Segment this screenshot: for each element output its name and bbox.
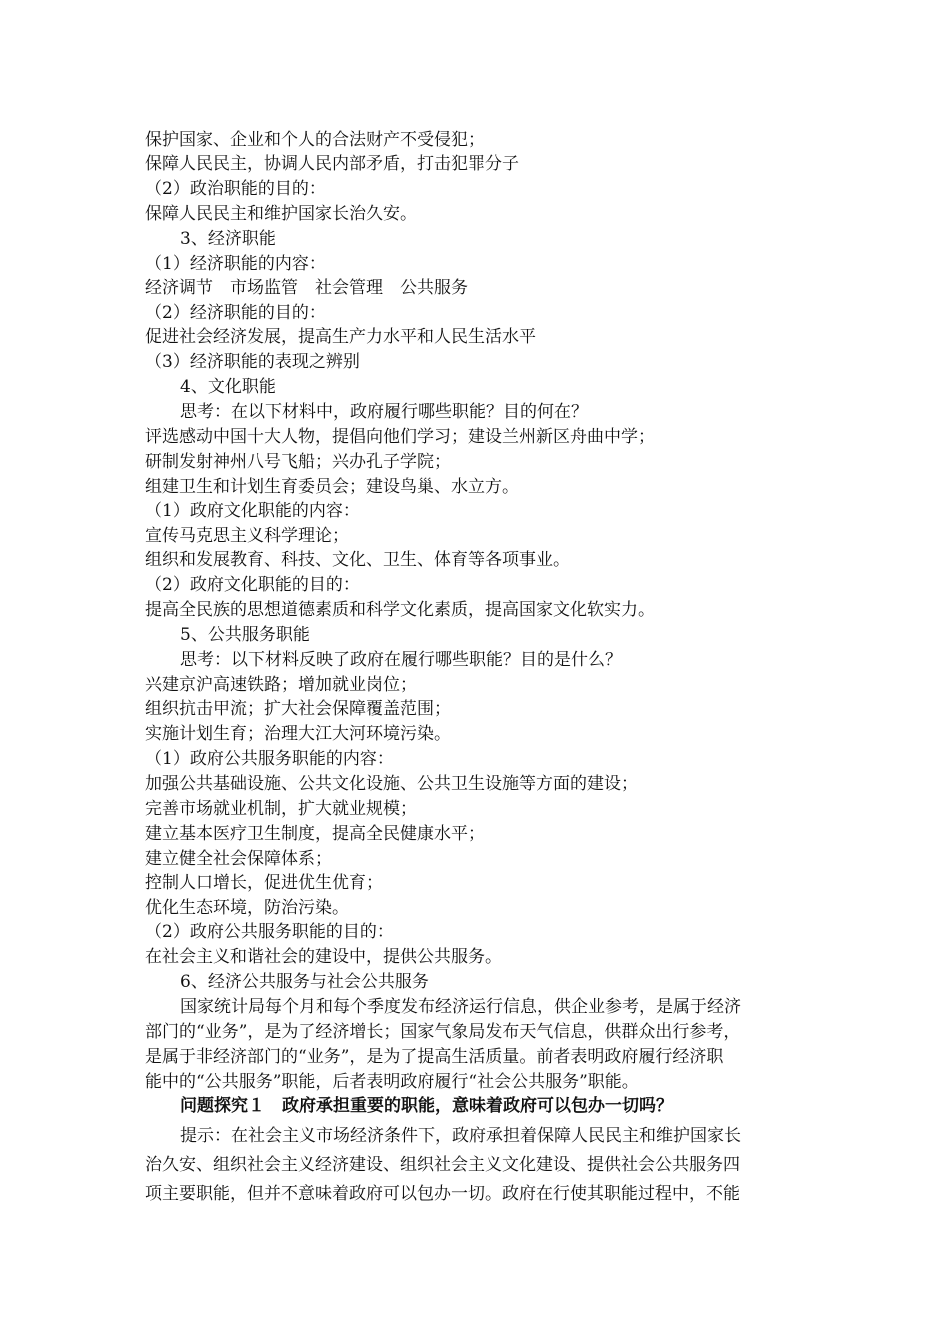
text-line: 加强公共基础设施、公共文化设施、公共卫生设施等方面的建设；	[145, 774, 638, 794]
text-line: 项主要职能，但并不意味着政府可以包办一切。政府在行使其职能过程中，不能	[145, 1184, 740, 1204]
text-line: （2）政治职能的目的：	[145, 179, 326, 199]
text-line: （3）经济职能的表现之辨别	[145, 352, 360, 372]
text-line: 提示：在社会主义市场经济条件下，政府承担着保障人民民主和维护国家长	[180, 1126, 741, 1146]
text-line: 研制发射神州八号飞船；兴办孔子学院；	[145, 452, 451, 472]
text-line: （2）政府公共服务职能的目的：	[145, 922, 394, 942]
text-line: 在社会主义和谐社会的建设中，提供公共服务。	[145, 947, 502, 967]
text-line: 国家统计局每个月和每个季度发布经济运行信息，供企业参考，是属于经济	[180, 997, 741, 1017]
text-line: 提高全民族的思想道德素质和科学文化素质，提高国家文化软实力。	[145, 600, 655, 620]
text-line: 治久安、组织社会主义经济建设、组织社会主义文化建设、提供社会公共服务四	[145, 1155, 740, 1175]
text-line: 控制人口增长，促进优生优育；	[145, 873, 383, 893]
text-line: 组织抗击甲流；扩大社会保障覆盖范围；	[145, 699, 451, 719]
text-line: 保障人民民主，协调人民内部矛盾，打击犯罪分子	[145, 154, 519, 174]
text-line: （1）政府文化职能的内容：	[145, 501, 360, 521]
text-line: 组建卫生和计划生育委员会；建设鸟巢、水立方。	[145, 477, 519, 497]
text-line: 经济调节 市场监管 社会管理 公共服务	[145, 278, 468, 298]
question-heading: 问题探究１ 政府承担重要的职能，意味着政府可以包办一切吗？	[180, 1096, 673, 1116]
text-line: 保护国家、企业和个人的合法财产不受侵犯；	[145, 130, 485, 150]
text-line: （2）经济职能的目的：	[145, 303, 326, 323]
text-line: 能中的“公共服务”职能，后者表明政府履行“社会公共服务”职能。	[145, 1072, 639, 1092]
text-line: 评选感动中国十大人物，提倡向他们学习；建设兰州新区舟曲中学；	[145, 427, 655, 447]
section-heading: 3、经济职能	[180, 229, 276, 249]
text-line: 组织和发展教育、科技、文化、卫生、体育等各项事业。	[145, 550, 570, 570]
text-line: 部门的“业务”，是为了经济增长；国家气象局发布天气信息，供群众出行参考，	[145, 1022, 741, 1042]
text-line: （1）经济职能的内容：	[145, 254, 326, 274]
section-heading: 5、公共服务职能	[180, 625, 310, 645]
text-line: 促进社会经济发展，提高生产力水平和人民生活水平	[145, 327, 536, 347]
text-line: 保障人民民主和维护国家长治久安。	[145, 204, 417, 224]
text-line: 兴建京沪高速铁路；增加就业岗位；	[145, 675, 417, 695]
text-line: 完善市场就业机制，扩大就业规模；	[145, 799, 417, 819]
text-line: 建立健全社会保障体系；	[145, 849, 332, 869]
text-line: 实施计划生育；治理大江大河环境污染。	[145, 724, 451, 744]
text-line: 优化生态环境，防治污染。	[145, 898, 349, 918]
text-line: 思考：在以下材料中，政府履行哪些职能？目的何在？	[180, 402, 588, 422]
text-line: 思考：以下材料反映了政府在履行哪些职能？目的是什么？	[180, 650, 622, 670]
text-line: （1）政府公共服务职能的内容：	[145, 749, 394, 769]
text-line: （2）政府文化职能的目的：	[145, 575, 360, 595]
section-heading: 6、经济公共服务与社会公共服务	[180, 972, 429, 992]
text-line: 宣传马克思主义科学理论；	[145, 526, 349, 546]
text-line: 是属于非经济部门的“业务”，是为了提高生活质量。前者表明政府履行经济职	[145, 1047, 724, 1067]
section-heading: 4、文化职能	[180, 377, 276, 397]
text-line: 建立基本医疗卫生制度，提高全民健康水平；	[145, 824, 485, 844]
